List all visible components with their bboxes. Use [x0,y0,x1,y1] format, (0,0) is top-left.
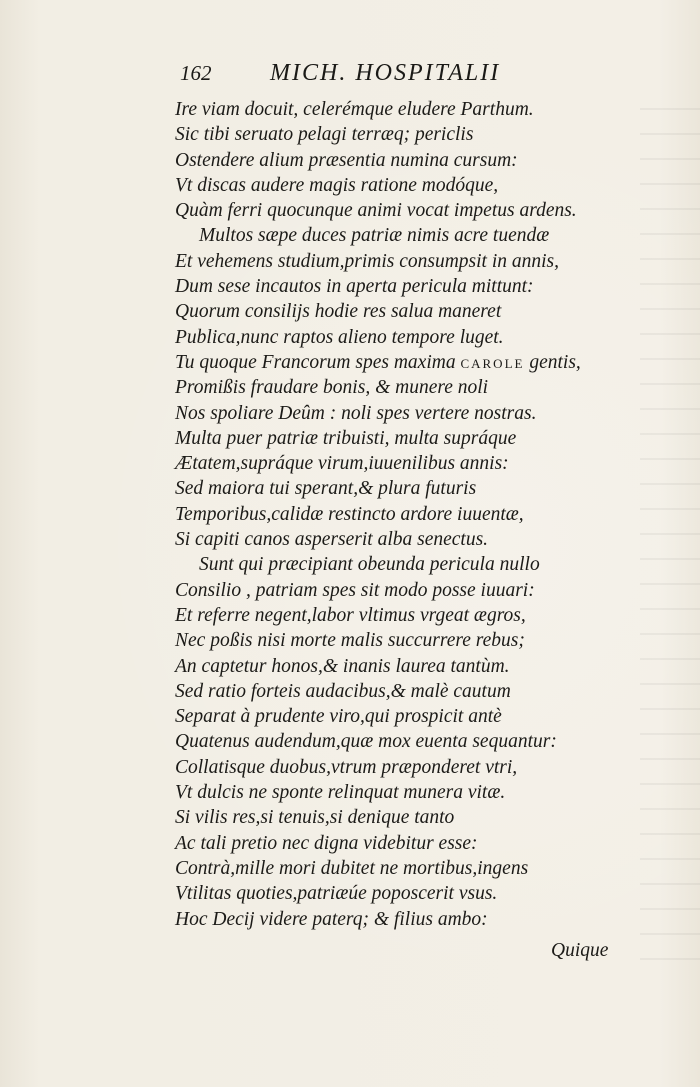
verse-line: Promißis fraudare bonis, & munere noli [175,377,489,399]
verse-line-end: gentis, [529,351,581,373]
verse-line: Ostendere alium præsentia numina cursum: [175,149,518,171]
verse-line: Hoc Decij videre paterq; & filius ambo: [175,908,488,930]
verse-line: Ætatem,supráque virum,iuuenilibus annis: [175,453,509,475]
verse-line: Sed maiora tui sperant,& plura futuris [175,478,477,500]
verse-line: Si capiti canos asperserit alba senectus. [175,529,489,551]
verse-line: Sed ratio forteis audacibus,& malè cautum [175,680,511,702]
verse-line: Quorum consilijs hodie res salua maneret [175,301,502,323]
catchword: Quique [551,940,609,961]
verse-line: Ire viam docuit, celerémque eludere Parthum. [175,99,534,120]
verse-line-carole [175,350,635,375]
running-head: MICH. HOSPITALII [270,60,501,86]
verse-line: Dum sese incautos in aperta pericula mittunt: [175,276,534,298]
verse-line-start: Tu quoque Francorum spes maxima [175,351,456,373]
show-through-text [640,100,700,960]
verse-line: Contrà,mille mori dubitet ne mortibus,ingens [175,857,529,879]
verse-line: Nec poßis nisi morte malis succurrere rebus; [175,630,525,652]
verse-line: Vtilitas quoties,patriæúe poposcerit vsus. [175,883,498,905]
verse-line: Et vehemens studium,primis consumpsit in annis, [175,250,560,272]
verse-line: Nos spoliare Deûm : noli spes vertere nostras. [175,402,537,424]
page-header [180,60,580,96]
verse-line: Publica,nunc raptos alieno tempore luget. [175,326,504,348]
verse-line: Multos sæpe duces patriæ nimis acre tuendæ [199,225,550,247]
verse-line: Sic tibi seruato pelagi terræq; periclis [175,124,474,146]
verse-line: Collatisque duobus,vtrum præponderet vtri, [175,756,518,778]
small-caps-name: CAROLE [460,355,525,371]
verse-line: Vt discas audere magis ratione modóque, [175,174,499,196]
page-number: 162 [180,61,212,85]
verse-line: Sunt qui præcipiant obeunda pericula nullo [199,554,540,576]
verse-text [175,97,635,932]
verse-line: Vt dulcis ne sponte relinquat munera vitæ. [175,782,506,804]
verse-line: Consilio , patriam spes sit modo posse iuuari: [175,579,535,601]
verse-line: Quàm ferri quocunque animi vocat impetus ardens. [175,200,577,222]
verse-line: Et referre negent,labor vltimus vrgeat ægros, [175,604,526,626]
verse-line: Separat à prudente viro,qui prospicit antè [175,706,502,728]
verse-line: Quatenus audendum,quæ mox euenta sequantur: [175,731,557,753]
verse-line: Si vilis res,si tenuis,si denique tanto [175,807,455,829]
verse-line: Temporibus,calidæ restincto ardore iuuentæ, [175,503,524,525]
verse-line: An captetur honos,& inanis laurea tantùm. [175,655,510,677]
verse-line: Multa puer patriæ tribuisti, multa supráque [175,427,517,449]
verse-line: Ac tali pretio nec digna videbitur esse: [175,832,478,854]
